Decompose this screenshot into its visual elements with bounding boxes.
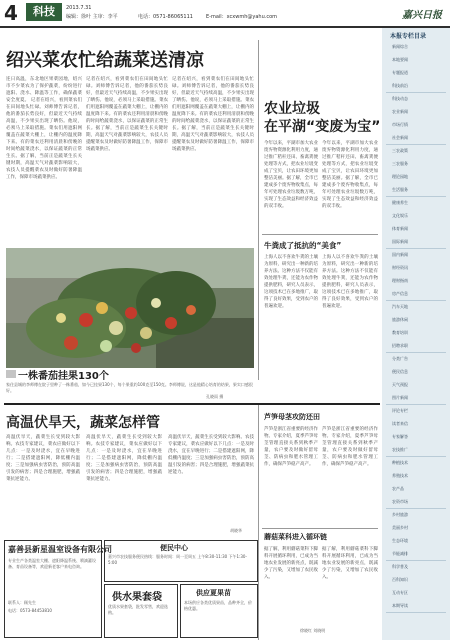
section-label: 科技 <box>26 3 62 21</box>
sidebar-item[interactable]: 国内新闻 <box>392 252 408 257</box>
editor-info: 编辑：徐叶 主审：李平 <box>66 14 118 20</box>
sidebar-item[interactable]: 天气预报 <box>392 382 408 387</box>
sidebar-item[interactable]: 汽车天地 <box>392 304 408 309</box>
sidebar-separator <box>386 612 446 613</box>
sidebar-title: 本报专栏目录 <box>390 33 427 40</box>
sidebar-item[interactable]: 互动专区 <box>392 590 408 595</box>
sidebar-item[interactable]: 文化娱乐 <box>392 213 408 218</box>
sidebar-item[interactable]: 招聘求职 <box>392 343 408 348</box>
sidebar-item[interactable]: 科技前沿 <box>392 83 408 88</box>
caption-marker <box>6 370 16 378</box>
issue-date: 2013.7.31 <box>66 5 92 11</box>
right-article-col1: 今年以来，平湖市加大农业废弃物资源化利用力度，通过推广秸秆还田、畜禽粪便处理等方式，把农业垃圾变成了宝贝，让农田环境更加整洁美丽。据了解，全市已建成多个废弃物收集点，每年可处理农业垃圾数万吨，实现了生态效益和经济效益的双丰收。 <box>264 141 318 209</box>
ad-seedlings-text: 本场供应各类优质果苗，品种齐全，价格优惠。 <box>184 600 252 611</box>
sidebar-item[interactable]: 专家解答 <box>392 434 408 439</box>
sidebar-item[interactable]: 乡村旅游 <box>392 512 408 517</box>
sidebar-item[interactable]: 百科知识 <box>392 577 408 582</box>
sidebar-item[interactable]: 社会新闻 <box>392 135 408 140</box>
photo-caption-text: 家住县城的李师傅在院子里种了一株番茄，如今已挂果130个，每个果重约100克至150克。李师傅说，这是他精心培育的结果，果实口感很好。 <box>6 382 253 393</box>
ad-greenhouse-tel: 电话：0573-84453810 <box>8 608 52 613</box>
asparagus-article-col1: 芦笋是浙江省重要的经济作物。专家介绍，夏季芦笋母茎管理直接关系到秋季产量，农户要及时做好留母茎、防病虫和肥水管理工作，确保芦笋稳产高产。 <box>264 427 318 467</box>
column-divider <box>258 40 259 380</box>
sidebar-separator <box>386 300 446 301</box>
sidebar-item[interactable]: 评论专栏 <box>392 408 408 413</box>
main-article-col3: 记者在绍兴，看到菜农们在田间地头忙碌。刘师傅告诉记者，他的番茄长势良好，但最近天气持续高温，不少果实出现了晒伤。他说，必须马上采取措施。菜农们用遮阳网覆盖在蔬菜大棚上，让棚内的温度降下来。有的菜农还利用清晨和傍晚的时间给蔬菜浇水，以保证蔬菜的正常生长。据了解，当前正是蔬菜生长关键时期，高温天气对蔬菜影响较大，农技人员提醒菜农及时做好防暑降温工作，保障市场蔬菜供应。 <box>172 77 254 152</box>
heat-author: 胡晓华 <box>230 528 242 533</box>
sidebar-separator <box>386 196 446 197</box>
sidebar-item[interactable]: 农资市场 <box>392 499 408 504</box>
cuisine-article-col1: 上海人以不喜欢牛粪的土壤为原料，研究出一种新的培养方法。这种方法不仅能有效处理牛粪，还能为农作物提供肥料，研究人员表示，这项技术已在多地推广，取得了良好效果，受到农户的普遍欢迎。 <box>264 255 318 309</box>
right-headline-line2: 在平湖“变废为宝” <box>264 119 381 135</box>
sidebar-item[interactable]: 市场行情 <box>392 122 408 127</box>
newspaper-brand: 嘉兴日报 <box>402 10 442 21</box>
sidebar-item[interactable]: 旅游休闲 <box>392 317 408 322</box>
sidebar-item[interactable]: 便民信息 <box>392 369 408 374</box>
sidebar-item[interactable]: 体育新闻 <box>392 226 408 231</box>
sidebar-item[interactable]: 三农政策 <box>392 148 408 153</box>
asparagus-headline: 芦笋母茎攻防还田 <box>264 413 320 421</box>
heat-article-col1: 高温伏旱天，蔬菜生长受到较大影响。农技专家建议，菜农应做好以下几点：一是及时浇水，宜在早晚进行；二是搭建遮阳网，降低棚内温度；三是加强病虫害防治，预防高温引发的病害；四是合理施肥，增强蔬菜抗逆能力。 <box>6 435 80 482</box>
ad-service-title: 便民中心 <box>160 544 188 552</box>
ad-greenhouse-contact: 联系人：顾先生 <box>8 600 36 605</box>
ad-fruit-bag-text: 优质水果套袋，批发零售，欢迎选购。 <box>108 604 168 615</box>
tomato-photo <box>6 248 254 368</box>
sidebar-item[interactable]: 专题报道 <box>392 70 408 75</box>
sidebar-separator <box>386 508 446 509</box>
column-divider-lower <box>258 405 259 640</box>
sidebar-item[interactable]: 财经资讯 <box>392 265 408 270</box>
right-article-col2: 今年以来，平湖市加大农业废弃物资源化利用力度，通过推广秸秆还田、畜禽粪便处理等方式，把农业垃圾变成了宝贝，让农田环境更加整洁美丽。据了解，全市已建成多个废弃物收集点，每年可处理农业垃圾数万吨，实现了生态效益和经济效益的双丰收。 <box>322 141 378 209</box>
asparagus-article-col2: 芦笋是浙江省重要的经济作物。专家介绍，夏季芦笋母茎管理直接关系到秋季产量，农户要及时做好留母茎、防病虫和肥水管理工作，确保芦笋稳产高产。 <box>322 427 378 467</box>
mushroom-headline: 蘑菇菜科进入循环链 <box>264 533 327 541</box>
mushroom-article-col2: 据了解，利用蘑菇菜科下脚料开展循环利用，已成为当地农业发展的新亮点，既减少了污染，又增加了农民收入。 <box>322 547 378 580</box>
sidebar-separator <box>386 248 446 249</box>
sidebar-item[interactable]: 科学普及 <box>392 564 408 569</box>
sidebar-item[interactable]: 理论园地 <box>392 174 408 179</box>
sidebar-separator <box>386 92 446 93</box>
heat-article-col3: 高温伏旱天，蔬菜生长受到较大影响。农技专家建议，菜农应做好以下几点：一是及时浇水，宜在早晚进行；二是搭建遮阳网，降低棚内温度；三是加强病虫害防治，预防高温引发的病害；四是合理施肥，增强蔬菜抗逆能力。 <box>168 435 254 475</box>
page-number: 4 <box>4 1 18 25</box>
sidebar-item[interactable]: 健康养生 <box>392 200 408 205</box>
sidebar-item[interactable]: 美丽乡村 <box>392 525 408 530</box>
sidebar-item[interactable]: 本期导读 <box>392 603 408 608</box>
ad-service-text: 嘉兴市农技服务便民热线：服务时间：周一至周五 上午8:30-11:30 下午1:30-5:00 <box>108 554 247 565</box>
sidebar-item[interactable]: 新闻综合 <box>392 44 408 49</box>
sidebar-item[interactable]: 农业新闻 <box>392 109 408 114</box>
sidebar-item[interactable]: 图片新闻 <box>392 395 408 400</box>
sidebar-item[interactable]: 教育培训 <box>392 330 408 335</box>
sidebar-item[interactable]: 三农服务 <box>392 161 408 166</box>
section-divider <box>4 403 380 405</box>
sidebar-item[interactable]: 房产信息 <box>392 291 408 296</box>
sidebar-item[interactable]: 本地要闻 <box>392 57 408 62</box>
sidebar-item[interactable]: 国际新闻 <box>392 239 408 244</box>
ad-greenhouse-title: 嘉善县新星温室设备有限公司 <box>8 545 112 554</box>
phone-info: 电话：0571-86065111 <box>138 14 193 20</box>
ad-greenhouse-text: 专业生产各类温室大棚、遮阳降温系统、喷滴灌设备、育苗设备等，欢迎新老客户来电咨询。 <box>8 558 96 569</box>
mushroom-article-col1: 据了解，利用蘑菇菜科下脚料开展循环利用，已成为当地农业发展的新亮点，既减少了污染，又增加了农民收入。 <box>264 547 318 580</box>
sidebar-item[interactable]: 节能减排 <box>392 551 408 556</box>
sidebar-item[interactable]: 分类广告 <box>392 356 408 361</box>
sidebar-separator <box>386 456 446 457</box>
email-info: E-mail：xcxwmh@yahu.com <box>206 14 278 20</box>
cuisine-headline: 牛粪成了抵抗的“美食” <box>264 241 342 250</box>
main-article-col1: 连日高温，东北地区果菜园地，绍兴市不少菜农为了保护蔬菜，纷纷进行遮阳、浇水、降温等工作，确保蔬菜安全度夏。 记者在绍兴，看到菜农们在田间地头忙碌。刘师傅告诉记者，他的番茄长势良好，但最近天气持续高温，不少果实出现了晒伤。他说，必须马上采取措施。菜农们用遮阳网覆盖在蔬菜大棚上，让棚内的温度降下来。有的菜农还利用清晨和傍晚的时间给蔬菜浇水，以保证蔬菜的正常生长。据了解，当前正是蔬菜生长关键时期，高温天气对蔬菜影响较大，农技人员提醒菜农及时做好防暑降温工作，保障市场蔬菜供应。 <box>6 77 82 180</box>
sidebar-item[interactable]: 种植技术 <box>392 460 408 465</box>
mushroom-author: 徐晓红 刘晓明 <box>300 628 326 633</box>
sidebar-item[interactable]: 农技推广 <box>392 447 408 452</box>
main-headline: 绍兴菜农忙给蔬菜送清凉 <box>6 50 204 71</box>
sidebar-item[interactable]: 读者来信 <box>392 421 408 426</box>
divider <box>262 234 378 235</box>
sidebar-item[interactable]: 生态环境 <box>392 538 408 543</box>
sidebar-item[interactable]: 科技动态 <box>392 96 408 101</box>
photo-caption-title: 一株番茄挂果130个 <box>18 371 109 382</box>
sidebar-item[interactable]: 农产品 <box>392 486 404 491</box>
sidebar-separator <box>386 352 446 353</box>
sidebar-separator <box>386 560 446 561</box>
sidebar-separator <box>386 404 446 405</box>
heat-headline: 高温伏旱天，蔬菜怎样管 <box>6 415 160 431</box>
cuisine-article-col2: 上海人以不喜欢牛粪的土壤为原料，研究出一种新的培养方法。这种方法不仅能有效处理牛粪，还能为农作物提供肥料，研究人员表示，这项技术已在多地推广，取得了良好效果，受到农户的普遍欢迎。 <box>322 255 378 309</box>
ad-seedlings-title: 供应夏果苗 <box>196 589 231 597</box>
right-headline-line1: 农业垃圾 <box>264 101 320 117</box>
main-article-col2: 记者在绍兴，看到菜农们在田间地头忙碌。刘师傅告诉记者，他的番茄长势良好，但最近天气持续高温，不少果实出现了晒伤。他说，必须马上采取措施。菜农们用遮阳网覆盖在蔬菜大棚上，让棚内的温度降下来。有的菜农还利用清晨和傍晚的时间给蔬菜浇水，以保证蔬菜的正常生长。据了解，当前正是蔬菜生长关键时期，高温天气对蔬菜影响较大，农技人员提醒菜农及时做好防暑降温工作，保障市场蔬菜供应。 <box>86 77 168 152</box>
divider <box>262 528 378 529</box>
heat-article-col2: 高温伏旱天，蔬菜生长受到较大影响。农技专家建议，菜农应做好以下几点：一是及时浇水，宜在早晚进行；二是搭建遮阳网，降低棚内温度；三是加强病虫害防治，预防高温引发的病害；四是合理施肥，增强蔬菜抗逆能力。 <box>86 435 162 482</box>
sidebar-item[interactable]: 生活服务 <box>392 187 408 192</box>
ad-fruit-bag-title: 供水果套袋 <box>112 592 162 603</box>
sidebar-item[interactable]: 养殖技术 <box>392 473 408 478</box>
photo-credit: 孔晓雨 摄 <box>206 394 224 399</box>
sidebar-item[interactable]: 理财指南 <box>392 278 408 283</box>
sidebar-separator <box>386 144 446 145</box>
